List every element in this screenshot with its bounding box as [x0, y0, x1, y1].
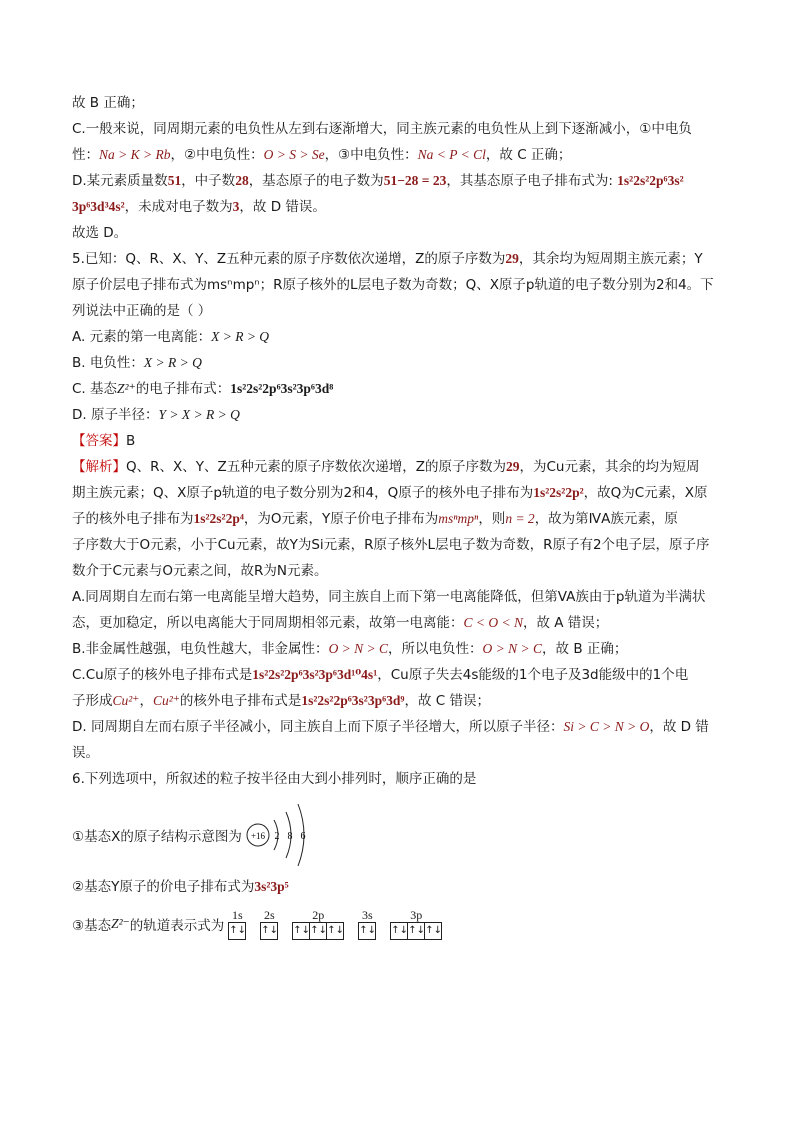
- text-line: [72, 636, 724, 662]
- orbital-box: ↑↓: [260, 922, 278, 940]
- orbital-group: [228, 908, 246, 940]
- shell-electron-count: 6: [300, 831, 306, 842]
- formula: O > S > Se: [263, 147, 325, 162]
- option-a: [72, 324, 724, 350]
- text: 期主族元素；Q、X原子p轨道的电子数分别为2和4，Q原子的核外电子排布为: [72, 485, 534, 501]
- text: ，Cu原子失去4s能级的1个电子及3d能级中的1个电: [377, 667, 689, 683]
- text: 数介于C元素与O元素之间，故R为N元素。: [72, 563, 328, 579]
- formula: 51−28 = 23: [383, 173, 447, 188]
- number: 29: [506, 459, 520, 474]
- text: 性：: [72, 147, 99, 163]
- text-line: [72, 714, 724, 740]
- text: ①基态X的原子结构示意图为: [72, 829, 242, 845]
- orbital-box: ↑↓: [228, 922, 246, 940]
- text: 故 B 正确；: [72, 95, 144, 111]
- text: ，②中电负性：: [170, 147, 264, 163]
- text: ②基态Y原子的价电子排布式为: [72, 879, 255, 895]
- formula: Si > C > N > O: [563, 719, 650, 734]
- formula: Na < P < Cl: [417, 147, 486, 162]
- text: ，为O元素，Y原子价电子排布为: [243, 511, 439, 527]
- number: 51: [167, 173, 182, 188]
- number: 29: [505, 251, 519, 266]
- formula: msⁿmpⁿ: [438, 511, 479, 526]
- text: ，故 D 错: [649, 719, 709, 735]
- electron-config: 1s²2s²2p⁴: [193, 511, 244, 526]
- formula: Na > K > Rb: [99, 147, 171, 162]
- text: C.一般来说，同周期元素的电负性从左到右逐渐增大，同主族元素的电负性从上到下逐渐减小，①中电负: [72, 121, 692, 137]
- nucleus-charge: +16: [250, 831, 265, 841]
- option-c: [72, 376, 724, 402]
- text: B.非金属性越强，电负性越大，非金属性：: [72, 641, 329, 657]
- orbital-box: ↑↓: [358, 922, 376, 940]
- orbital-box: ↑↓: [292, 922, 310, 940]
- text: 5.已知：Q、R、X、Y、Z五种元素的原子序数依次递增，Z的原子序数为: [72, 251, 506, 267]
- orbital-box: ↑↓: [326, 922, 344, 940]
- text: D. 原子半径：: [72, 407, 159, 423]
- text: ，故 C 正确；: [485, 147, 572, 163]
- text-line: [72, 116, 724, 142]
- text: ，其基态原子电子排布式为:: [446, 173, 618, 189]
- text: 故选 D。: [72, 225, 128, 241]
- text: ，故 D 错误。: [239, 199, 326, 215]
- text-line: [72, 168, 724, 194]
- orbital-group: [390, 908, 442, 940]
- text: ，未成对电子数为: [124, 199, 233, 215]
- text: 原子价层电子排布式为msⁿmpⁿ；R原子核外的L层电子数为奇数；Q、X原子p轨道的电子数分别为2和4。下: [72, 277, 714, 293]
- answer: B: [126, 433, 136, 449]
- orbital-boxes: [292, 922, 344, 940]
- orbital-label: 3p: [410, 908, 423, 922]
- orbital-boxes: [358, 922, 376, 940]
- number: 3: [232, 199, 240, 214]
- orbital-label: 3s: [361, 908, 373, 922]
- text-line: [72, 90, 724, 116]
- orbital-label: 1s: [231, 908, 243, 922]
- electron-config: 1s²2s²2p⁶3s²3p⁶3d⁸: [230, 381, 334, 396]
- text-line: [72, 142, 724, 168]
- text-line: [72, 194, 724, 220]
- shell-electron-count: 8: [287, 831, 293, 842]
- text-line: [72, 610, 724, 636]
- text-line: [72, 272, 724, 298]
- formula: Z²⁻: [111, 916, 130, 931]
- text: ，则: [478, 511, 506, 527]
- formula: Cu²⁺: [152, 693, 180, 708]
- electron-config: 3p⁶3d³4s²: [72, 199, 125, 214]
- orbital-boxes: [228, 922, 246, 940]
- atom-structure-diagram: [244, 802, 324, 868]
- text: ，故为第ⅣA族元素，原: [534, 511, 678, 527]
- formula: C < O < N: [463, 615, 523, 630]
- text: 子序数大于O元素，小于Cu元素，故Y为Si元素，R原子核外L层电子数为奇数，R原子有2个电子层，原子序: [72, 537, 710, 553]
- answer-line: [72, 428, 724, 454]
- text-line: [72, 558, 724, 584]
- text: B. 电负性：: [72, 355, 144, 371]
- text: D. 同周期自左而右原子半径减小，同主族自上而下原子半径增大，所以原子半径：: [72, 719, 564, 735]
- orbital-diagram-row: [72, 908, 724, 940]
- text: Q、R、X、Y、Z五种元素的原子序数依次递增，Z的原子序数为: [126, 459, 506, 475]
- formula: Z²⁺: [117, 381, 136, 396]
- text-line: [72, 506, 724, 532]
- formula: n = 2: [505, 511, 535, 526]
- electron-config: 1s²2s²2p⁶3s²3p⁶3d⁹: [301, 693, 405, 708]
- shell-electron-count: 2: [274, 831, 280, 842]
- formula: Y > X > R > Q: [158, 407, 240, 422]
- text: 的电子排布式：: [135, 381, 231, 397]
- text: ，为Cu元素，其余的均为短周: [519, 459, 700, 475]
- text: C.Cu原子的核外电子排布式是: [72, 667, 253, 683]
- text-line: [72, 874, 724, 900]
- text: A. 元素的第一电离能：: [72, 329, 212, 345]
- text: C. 基态: [72, 381, 118, 397]
- orbital-boxes: [390, 922, 442, 940]
- number: 28: [235, 173, 249, 188]
- text: 态，更加稳定，所以电离能大于同周期相邻元素，故第一电离能：: [72, 615, 464, 631]
- text-line: [72, 584, 724, 610]
- analysis-tag: 【解析】: [72, 459, 126, 475]
- text: 子形成: [72, 693, 113, 709]
- text: ，故 C 错误；: [404, 693, 490, 709]
- option-b: [72, 350, 724, 376]
- text: ，③中电负性：: [324, 147, 418, 163]
- text-line: [72, 298, 724, 324]
- orbital-group: [358, 908, 376, 940]
- text: 子的核外电子排布为: [72, 511, 194, 527]
- text: ，其余均为短周期主族元素；Y: [518, 251, 703, 267]
- question-5: [72, 246, 724, 272]
- text-line: [72, 688, 724, 714]
- atom-structure-row: [72, 802, 724, 868]
- formula: O > N > C: [482, 641, 543, 656]
- text: 的核外电子排布式是: [179, 693, 302, 709]
- text-line: [72, 662, 724, 688]
- formula: X > R > Q: [143, 355, 202, 370]
- formula: X > R > Q: [211, 329, 270, 344]
- text: ，: [139, 693, 153, 709]
- text: ，基态原子的电子数为: [248, 173, 384, 189]
- orbital-label: 2p: [312, 908, 325, 922]
- electron-config: 1s²2s²2p²: [533, 485, 584, 500]
- text: 误。: [72, 745, 99, 761]
- electron-config: 1s²2s²2p⁶3s²: [617, 173, 684, 188]
- electron-config: 1s²2s²2p⁶3s²3p⁶3d¹⁰4s¹: [252, 667, 378, 682]
- text: ，故Q为C元素，X原: [583, 485, 708, 501]
- orbital-label: 2s: [263, 908, 275, 922]
- orbital-group: [292, 908, 344, 940]
- orbital-group: [260, 908, 278, 940]
- text: ，故 A 错误；: [522, 615, 609, 631]
- orbital-box: ↑↓: [407, 922, 425, 940]
- text-line: [72, 220, 724, 246]
- document-body: [72, 90, 724, 940]
- text: 6.下列选项中，所叙述的粒子按半径由大到小排列时，顺序正确的是: [72, 771, 477, 787]
- formula: Cu²⁺: [112, 693, 140, 708]
- text-line: [72, 532, 724, 558]
- text-line: [72, 740, 724, 766]
- text: A.同周期自左而右第一电离能呈增大趋势，同主族自上而下第一电离能降低，但第VA族由于p轨道为半满状: [72, 589, 706, 605]
- electron-config: 3s²3p⁵: [254, 879, 289, 894]
- text: 的轨道表示式为: [129, 918, 225, 934]
- formula: O > N > C: [328, 641, 389, 656]
- question-6: [72, 766, 724, 792]
- orbital-diagram: [228, 908, 456, 940]
- text: D.某元素质量数: [72, 173, 168, 189]
- text: ，所以电负性：: [388, 641, 483, 657]
- orbital-boxes: [260, 922, 278, 940]
- orbital-box: ↑↓: [309, 922, 327, 940]
- text: ，故 B 正确；: [542, 641, 628, 657]
- analysis-line: [72, 454, 724, 480]
- text: ，中子数: [181, 173, 236, 189]
- text: 列说法中正确的是（ ）: [72, 303, 212, 319]
- text: ③基态: [72, 918, 112, 934]
- text-line: [72, 480, 724, 506]
- answer-tag: 【答案】: [72, 433, 126, 449]
- option-d: [72, 402, 724, 428]
- orbital-box: ↑↓: [390, 922, 408, 940]
- orbital-box: ↑↓: [424, 922, 442, 940]
